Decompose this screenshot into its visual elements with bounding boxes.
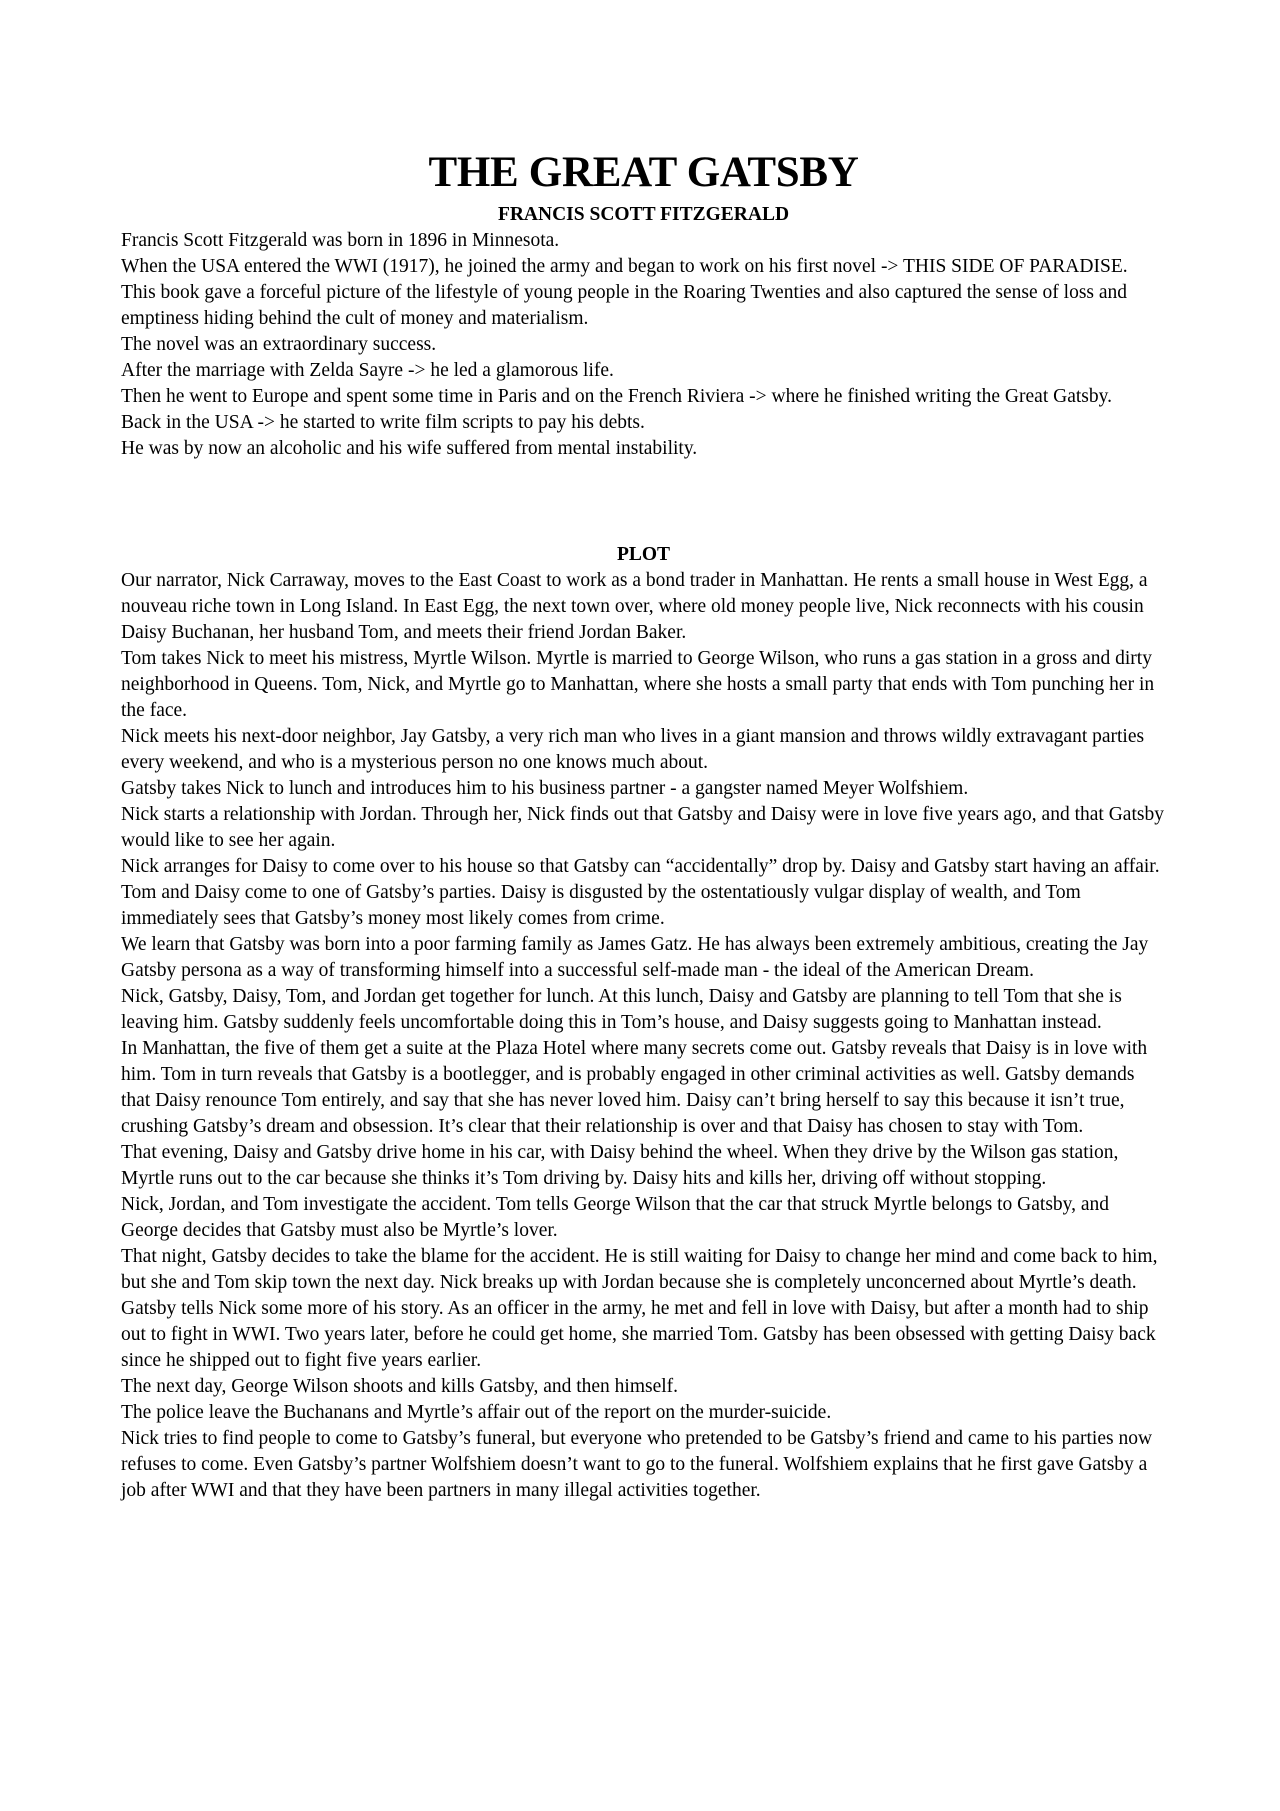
plot-paragraph: The next day, George Wilson shoots and kills Gatsby, and then himself. [121,1376,679,1397]
plot-paragraph: Nick, Gatsby, Daisy, Tom, and Jordan get together for lunch. At this lunch, Daisy and Gatsby are planning to tell Tom that she is leaving him. Gatsby suddenly feels uncomfortable doing this in Tom’s house, and Daisy suggests going to Manhattan instead. [121,986,1122,1033]
bio-paragraph: Then he went to Europe and spent some time in Paris and on the French Riviera -> where he finished writing the Great Gatsby. [121,386,1112,407]
plot-paragraph: Tom and Daisy come to one of Gatsby’s parties. Daisy is disgusted by the ostentatiously vulgar display of wealth, and Tom immediately sees that Gatsby’s money most likely comes from crime. [121,882,1081,929]
plot-paragraph: Nick, Jordan, and Tom investigate the accident. Tom tells George Wilson that the car that struck Myrtle belongs to Gatsby, and George decides that Gatsby must also be Myrtle’s lover. [121,1194,1110,1241]
bio-paragraph: He was by now an alcoholic and his wife suffered from mental instability. [121,438,698,459]
plot-heading: PLOT [616,544,671,565]
bio-paragraph: After the marriage with Zelda Sayre -> he led a glamorous life. [121,360,614,381]
plot-paragraph: Gatsby tells Nick some more of his story. As an officer in the army, he met and fell in love with Daisy, but after a month had to ship out to fight in WWI. Two years later, before he could get home, she married Tom. Gatsby has been obsessed with getting Daisy back since he shipped out to fight five years earlier. [121,1298,1156,1371]
plot-paragraph: Nick starts a relationship with Jordan. Through her, Nick finds out that Gatsby and Daisy were in love five years ago, and that Gatsby would like to see her again. [121,804,1164,851]
plot-paragraph: Our narrator, Nick Carraway, moves to the East Coast to work as a bond trader in Manhattan. He rents a small house in West Egg, a nouveau riche town in Long Island. In East Egg, the next town over, where old money people live, Nick reconnects with his cousin Daisy Buchanan, her husband Tom, and meets their friend Jordan Baker. [121,570,1148,643]
plot-paragraph: We learn that Gatsby was born into a poor farming family as James Gatz. He has always been extremely ambitious, creating the Jay Gatsby persona as a way of transforming himself into a successful self-made man - the ideal of the American Dream. [121,934,1149,981]
author-heading: FRANCIS SCOTT FITZGERALD [497,204,790,225]
plot-paragraph: Nick tries to find people to come to Gatsby’s funeral, but everyone who pretended to be Gatsby’s friend and came to his parties now refuses to come. Even Gatsby’s partner Wolfshiem doesn’t want to go to the funeral. Wolfshiem explains that he first gave Gatsby a job after WWI and that they have been partners in many illegal activities together. [121,1428,1153,1501]
plot-paragraph: That evening, Daisy and Gatsby drive home in his car, with Daisy behind the wheel. When they drive by the Wilson gas station, Myrtle runs out to the car because she thinks it’s Tom driving by. Daisy hits and kills her, driving off without stopping. [121,1142,1119,1189]
plot-paragraph: Gatsby takes Nick to lunch and introduces him to his business partner - a gangster named Meyer Wolfshiem. [121,778,969,799]
plot-section [121,568,1166,1504]
bio-paragraph: The novel was an extraordinary success. [121,334,437,355]
bio-paragraph: When the USA entered the WWI (1917), he joined the army and began to work on his first novel -> THIS SIDE OF PARADISE. [121,256,1128,277]
biography-section [121,228,1166,462]
document-title: THE GREAT GATSBY [428,149,859,196]
plot-paragraph: That night, Gatsby decides to take the blame for the accident. He is still waiting for Daisy to change her mind and come back to him, but she and Tom skip town the next day. Nick breaks up with Jordan because she is completely unconcerned about Myrtle’s death. [121,1246,1158,1293]
bio-paragraph: This book gave a forceful picture of the lifestyle of young people in the Roaring Twenties and also captured the sense of loss and emptiness hiding behind the cult of money and materialism. [121,282,1128,329]
plot-paragraph: Nick meets his next-door neighbor, Jay Gatsby, a very rich man who lives in a giant mansion and throws wildly extravagant parties every weekend, and who is a mysterious person no one knows much about. [121,726,1145,773]
plot-paragraph: Nick arranges for Daisy to come over to his house so that Gatsby can “accidentally” drop by. Daisy and Gatsby start having an affair. [121,856,1160,877]
plot-paragraph: In Manhattan, the five of them get a suite at the Plaza Hotel where many secrets come out. Gatsby reveals that Daisy is in love with him. Tom in turn reveals that Gatsby is a bootlegger, and is probably engaged in other criminal activities as well. Gatsby demands that Daisy renounce Tom entirely, and say that she has never loved him. Daisy can’t bring herself to say this because it isn’t true, crushing Gatsby’s dream and obsession. It’s clear that their relationship is over and that Daisy has chosen to stay with Tom. [121,1038,1148,1137]
plot-paragraph: Tom takes Nick to meet his mistress, Myrtle Wilson. Myrtle is married to George Wilson, who runs a gas station in a gross and dirty neighborhood in Queens. Tom, Nick, and Myrtle go to Manhattan, where she hosts a small party that ends with Tom punching her in the face. [121,648,1155,721]
bio-paragraph: Francis Scott Fitzgerald was born in 1896 in Minnesota. [121,230,560,251]
bio-paragraph: Back in the USA -> he started to write film scripts to pay his debts. [121,412,645,433]
plot-paragraph: The police leave the Buchanans and Myrtle’s affair out of the report on the murder-suicide. [121,1402,832,1423]
